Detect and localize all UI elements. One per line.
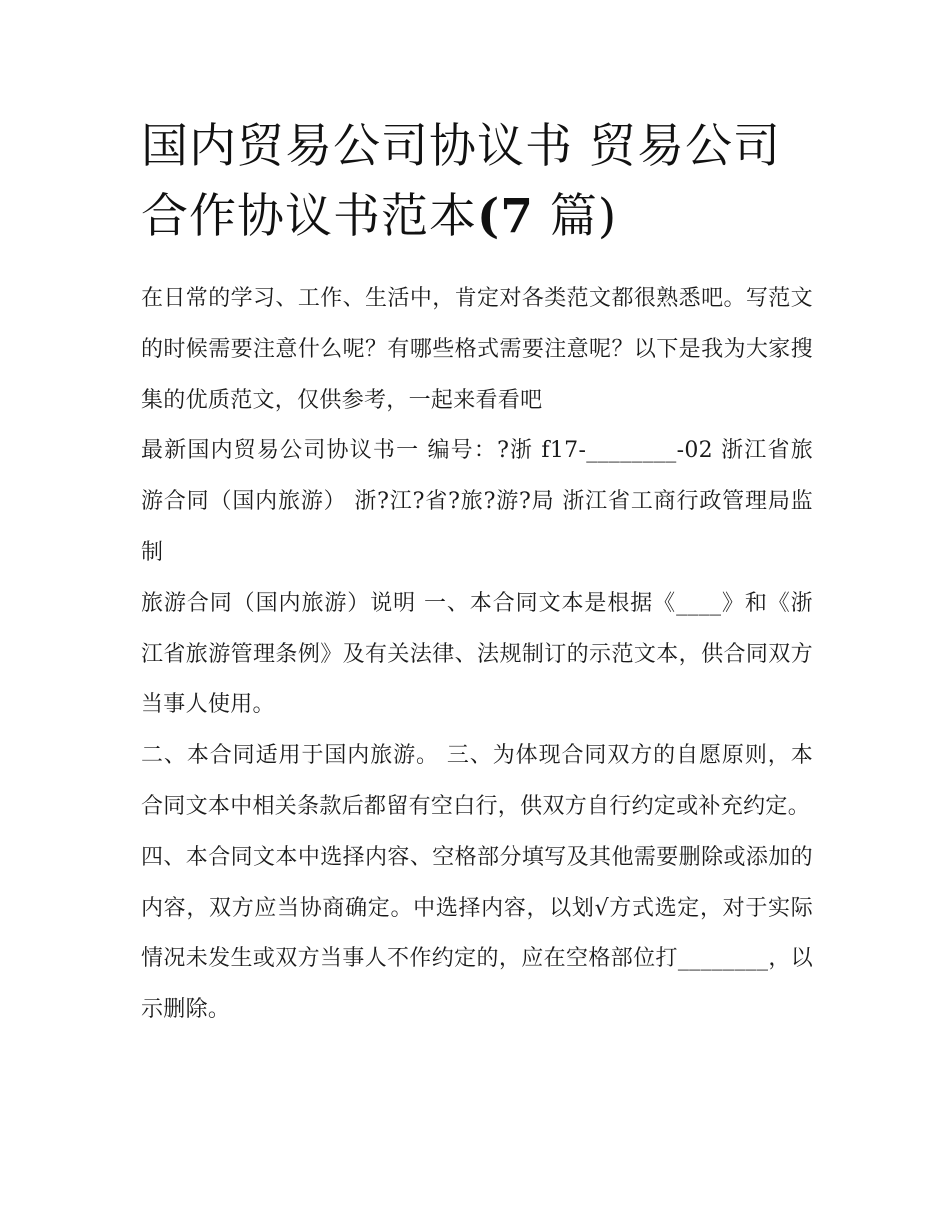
document-body: [141, 274, 813, 1036]
paragraph-instructions-4: 四、本合同文本中选择内容、空格部分填写及其他需要删除或添加的内容，双方应当协商确定。中选择内容，以划√方式选定，对于实际情况未发生或双方当事人不作约定的，应在空格部位打________，以示删除。: [141, 844, 813, 1023]
paragraph-contract-header: 最新国内贸易公司协议书一 编号：?浙 f17-________-02 浙江省旅游合同（国内旅游） 浙?江?省?旅?游?局 浙江省工商行政管理局监制: [141, 438, 813, 565]
document-page: [141, 112, 813, 1036]
paragraph-instructions-1: 旅游合同（国内旅游）说明 一、本合同文本是根据《____》和《浙江省旅游管理条例》及有关法律、法规制订的示范文本，供合同双方当事人使用。: [141, 590, 813, 718]
paragraph-intro: 在日常的学习、工作、生活中，肯定对各类范文都很熟悉吧。写范文的时候需要注意什么呢？有哪些格式需要注意呢？以下是我为大家搜集的优质范文，仅供参考，一起来看看吧: [141, 286, 813, 413]
paragraph-instructions-2-3: 二、本合同适用于国内旅游。 三、为体现合同双方的自愿原则，本合同文本中相关条款后都留有空白行，供双方自行约定或补充约定。: [141, 743, 813, 819]
document-title: 国内贸易公司协议书 贸易公司合作协议书范本(7 篇): [141, 119, 781, 244]
